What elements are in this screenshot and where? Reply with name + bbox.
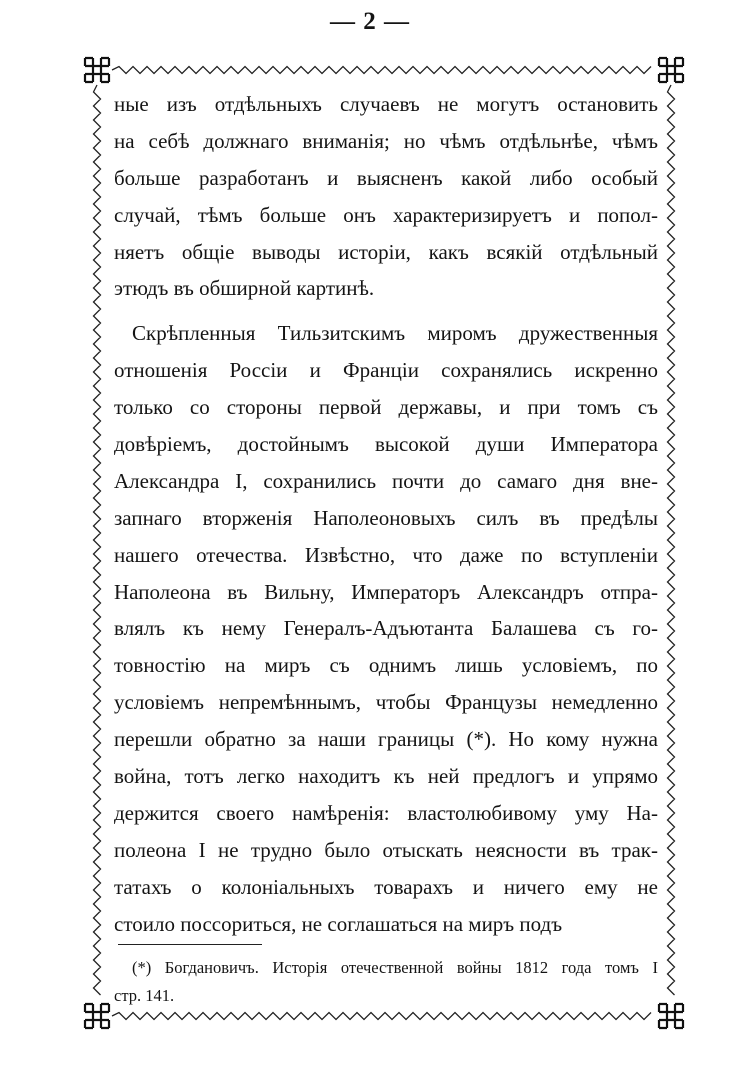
text-line: отношенія Россіи и Франціи сохранялись искренно [114, 358, 658, 383]
corner-ornament-bottom-left-icon [85, 1004, 109, 1028]
paragraph [114, 315, 658, 942]
text-line: держится своего намѣренія: властолюбивому уму На- [114, 800, 658, 825]
text-line: татахъ о колоніальныхъ товарахъ и ничего ему не [114, 874, 658, 899]
paragraph-gap [114, 307, 658, 315]
body-text [114, 86, 658, 942]
text-line: Александра I, сохранились почти до самаго дня вне- [114, 468, 658, 493]
corner-ornament-top-left-icon [85, 58, 109, 82]
footnote-line: стр. 141. [114, 986, 175, 1005]
text-line: этюдъ въ обширной картинѣ. [114, 276, 375, 301]
text-line: ные изъ отдѣльныхъ случаевъ не могутъ остановить [114, 92, 658, 116]
footnote-line: (*) Богдановичъ. Исторія отечественной войны 1812 года томъ I [132, 958, 658, 977]
border-bottom-zigzag [112, 1013, 651, 1020]
footnote [114, 954, 658, 1010]
text-line: Скрѣпленныя Тильзитскимъ миромъ дружественныя [132, 321, 658, 346]
text-line: полеона I не трудно было отыскать неясности въ трак- [114, 837, 658, 862]
text-line: влялъ къ нему Генералъ-Адъютанта Балашева съ го- [114, 616, 658, 641]
text-line: больше разработанъ и выясненъ какой либо особый [114, 165, 658, 190]
footnote-rule [118, 944, 262, 945]
text-line: война, тотъ легко находитъ къ ней предлогъ и упрямо [114, 764, 658, 789]
text-line: стоило поссориться, не соглашаться на миръ подъ [114, 911, 563, 936]
text-line: только со стороны первой державы, и при томъ съ [114, 395, 658, 420]
border-right-zigzag [668, 85, 675, 995]
text-line: товностію на миръ съ однимъ лишь условіемъ, по [114, 653, 658, 678]
text-line: запнаго вторженія Наполеоновыхъ силъ въ предѣлы [114, 505, 658, 530]
text-line: нашего отечества. Извѣстно, что даже по вступленіи [114, 542, 658, 567]
paragraph [114, 86, 658, 307]
text-line: довѣріемъ, достойнымъ высокой души Императора [114, 432, 658, 457]
text-line: на себѣ должнаго вниманія; но чѣмъ отдѣльнѣе, чѣмъ [114, 128, 658, 153]
text-line: условіемъ непремѣннымъ, чтобы Французы немедленно [114, 690, 658, 715]
page-number: — 2 — [330, 8, 410, 35]
corner-ornament-top-right-icon [659, 58, 683, 82]
text-line: няетъ общіе выводы исторіи, какъ всякій отдѣльный [114, 239, 658, 264]
border-top-zigzag [112, 67, 651, 74]
text-line: перешли обратно за наши границы (*). Но кому нужна [114, 727, 658, 752]
text-line: случай, тѣмъ больше онъ характеризируетъ и попол- [114, 202, 658, 227]
border-left-zigzag [94, 85, 101, 995]
text-line: Наполеона въ Вильну, Императоръ Александръ отпра- [114, 579, 658, 604]
corner-ornament-bottom-right-icon [659, 1004, 683, 1028]
